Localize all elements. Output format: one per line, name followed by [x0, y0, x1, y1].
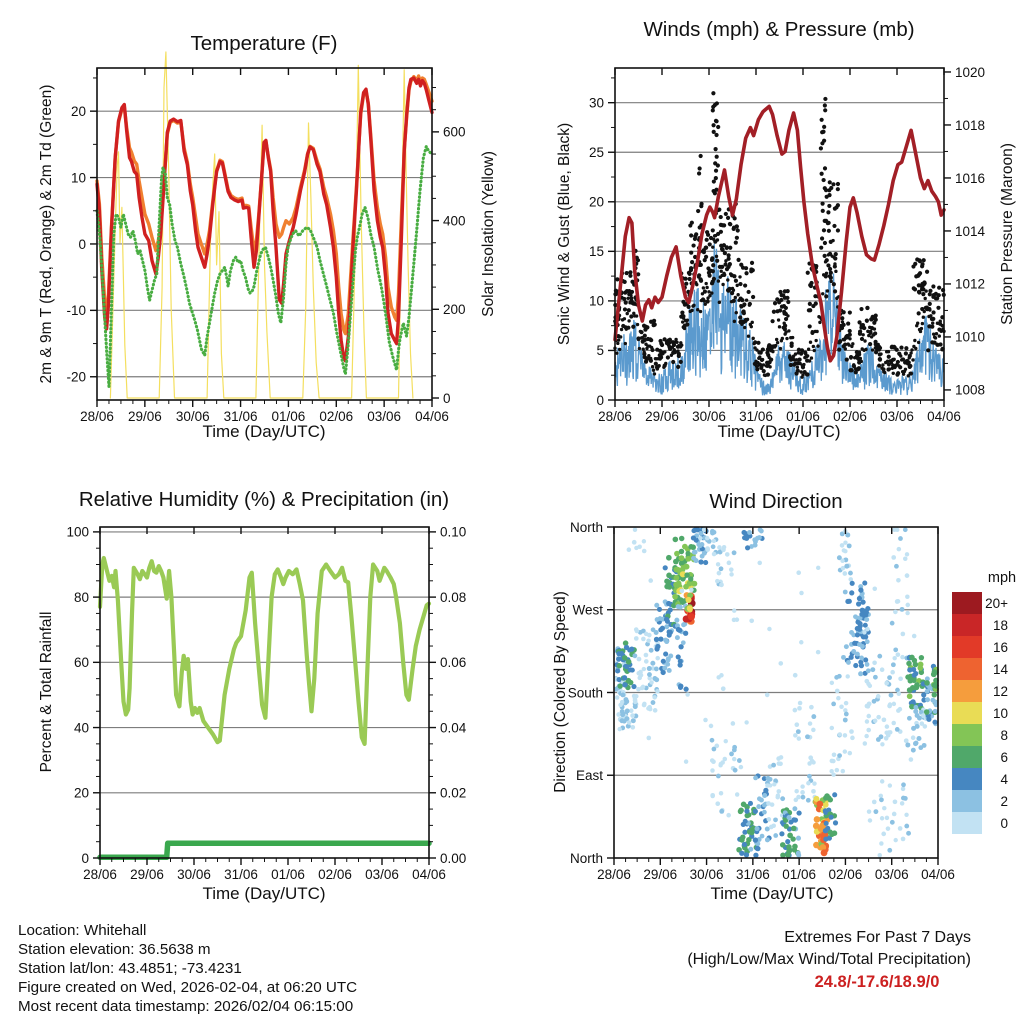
svg-text:West: West — [572, 602, 603, 618]
svg-text:100: 100 — [66, 524, 89, 540]
svg-text:28/06: 28/06 — [597, 867, 631, 882]
svg-text:1018: 1018 — [955, 117, 986, 133]
svg-text:0: 0 — [443, 390, 451, 406]
svg-text:30/06: 30/06 — [689, 867, 724, 882]
svg-text:1016: 1016 — [955, 170, 986, 186]
svg-text:200: 200 — [443, 302, 466, 318]
wind-direction-title: Wind Direction — [709, 490, 843, 513]
svg-text:04/06: 04/06 — [927, 409, 961, 424]
winds-pressure-ylabel-left: Sonic Wind & Gust (Blue, Black) — [556, 122, 573, 346]
svg-text:0.10: 0.10 — [440, 524, 467, 540]
svg-text:15: 15 — [588, 244, 604, 260]
svg-text:10: 10 — [70, 170, 86, 186]
svg-text:28/06: 28/06 — [83, 867, 117, 882]
svg-text:4: 4 — [1000, 772, 1008, 787]
svg-text:0.02: 0.02 — [440, 785, 467, 801]
humidity-ylabel-left: Percent & Total Rainfall — [38, 611, 55, 773]
svg-text:03/06: 03/06 — [365, 867, 399, 882]
svg-text:0.04: 0.04 — [440, 720, 467, 736]
svg-text:01/06: 01/06 — [271, 867, 305, 882]
svg-text:1008: 1008 — [955, 382, 986, 398]
svg-text:North: North — [569, 519, 603, 535]
wind-direction-ylabel-left: Direction (Colored By Speed) — [552, 591, 569, 793]
extremes-title: Extremes For Past 7 Days — [784, 929, 971, 946]
svg-text:03/06: 03/06 — [367, 409, 402, 424]
svg-text:-10: -10 — [66, 303, 86, 319]
svg-text:14: 14 — [992, 662, 1008, 677]
colorbar-title: mph — [987, 570, 1017, 586]
svg-text:0: 0 — [78, 236, 86, 252]
figure-created: Figure created on Wed, 2026-02-04, at 06:20 UTC — [18, 979, 358, 996]
svg-text:28/06: 28/06 — [598, 409, 632, 424]
svg-text:0.08: 0.08 — [440, 589, 467, 605]
svg-text:02/06: 02/06 — [828, 867, 863, 882]
svg-text:60: 60 — [73, 655, 89, 671]
temperature-ylabel-right: Solar Insolation (Yellow) — [480, 151, 497, 317]
svg-text:10: 10 — [588, 293, 604, 309]
svg-text:0: 0 — [81, 850, 89, 866]
svg-text:31/06: 31/06 — [224, 867, 258, 882]
svg-text:-20: -20 — [66, 369, 86, 385]
svg-text:8: 8 — [1000, 728, 1008, 743]
station-elevation: Station elevation: 36.5638 m — [18, 941, 211, 958]
winds-pressure-xlabel: Time (Day/UTC) — [717, 422, 841, 441]
svg-text:31/06: 31/06 — [739, 409, 773, 424]
svg-text:29/06: 29/06 — [127, 409, 162, 424]
svg-text:28/06: 28/06 — [80, 409, 114, 424]
svg-text:South: South — [567, 685, 603, 701]
svg-text:20: 20 — [73, 785, 89, 801]
svg-text:0.00: 0.00 — [440, 850, 467, 866]
svg-text:North: North — [569, 850, 603, 866]
data-timestamp: Most recent data timestamp: 2026/02/04 06:15:00 — [18, 998, 354, 1015]
svg-text:0.06: 0.06 — [440, 655, 467, 671]
svg-text:20: 20 — [70, 103, 86, 119]
svg-text:1010: 1010 — [955, 329, 986, 345]
svg-text:2: 2 — [1000, 794, 1008, 809]
svg-text:600: 600 — [443, 124, 466, 140]
winds-pressure-ylabel-right: Station Pressure (Maroon) — [999, 143, 1016, 325]
svg-text:30/06: 30/06 — [177, 867, 211, 882]
svg-text:02/06: 02/06 — [318, 867, 352, 882]
svg-text:01/06: 01/06 — [786, 409, 820, 424]
humidity-xlabel: Time (Day/UTC) — [202, 884, 326, 903]
svg-text:29/06: 29/06 — [645, 409, 679, 424]
svg-text:30: 30 — [588, 95, 604, 111]
temperature-title: Temperature (F) — [190, 32, 338, 55]
svg-text:04/06: 04/06 — [921, 867, 955, 882]
svg-text:400: 400 — [443, 213, 466, 229]
svg-text:40: 40 — [73, 720, 89, 736]
svg-text:31/06: 31/06 — [223, 409, 258, 424]
svg-text:10: 10 — [992, 706, 1008, 721]
svg-text:25: 25 — [588, 145, 604, 161]
svg-text:80: 80 — [73, 589, 89, 605]
svg-text:20: 20 — [588, 194, 604, 210]
svg-text:1014: 1014 — [955, 223, 986, 239]
svg-text:03/06: 03/06 — [874, 867, 909, 882]
extremes-values: 24.8/-17.6/18.9/0 — [814, 973, 940, 991]
svg-text:18: 18 — [992, 618, 1008, 633]
svg-text:30/06: 30/06 — [692, 409, 726, 424]
svg-text:04/06: 04/06 — [415, 409, 449, 424]
wind-direction-xlabel: Time (Day/UTC) — [710, 884, 834, 903]
temperature-xlabel: Time (Day/UTC) — [202, 422, 326, 441]
svg-text:30/06: 30/06 — [175, 409, 210, 424]
svg-text:5: 5 — [596, 343, 604, 359]
svg-text:04/06: 04/06 — [412, 867, 446, 882]
svg-text:0: 0 — [596, 392, 604, 408]
svg-text:6: 6 — [1000, 750, 1008, 765]
svg-text:29/06: 29/06 — [643, 867, 678, 882]
temperature-ylabel-left: 2m & 9m T (Red, Orange) & 2m Td (Green) — [38, 84, 55, 384]
svg-text:01/06: 01/06 — [271, 409, 306, 424]
svg-text:0: 0 — [1000, 816, 1008, 831]
svg-text:01/06: 01/06 — [782, 867, 817, 882]
svg-text:1020: 1020 — [955, 64, 986, 80]
svg-text:31/06: 31/06 — [735, 867, 770, 882]
winds-pressure-title: Winds (mph) & Pressure (mb) — [643, 18, 915, 41]
humidity-title: Relative Humidity (%) & Precipitation (in) — [78, 488, 450, 511]
station-location: Location: Whitehall — [18, 922, 147, 939]
station-latlon: Station lat/lon: 43.4851; -73.4231 — [18, 960, 242, 977]
svg-text:16: 16 — [992, 640, 1008, 655]
svg-text:1012: 1012 — [955, 276, 986, 292]
svg-text:12: 12 — [992, 684, 1008, 699]
extremes-subtitle: (High/Low/Max Wind/Total Precipitation) — [687, 951, 971, 968]
svg-text:02/06: 02/06 — [319, 409, 354, 424]
svg-text:20+: 20+ — [985, 596, 1008, 611]
svg-text:03/06: 03/06 — [880, 409, 914, 424]
svg-text:29/06: 29/06 — [130, 867, 164, 882]
svg-text:East: East — [575, 768, 603, 784]
svg-text:02/06: 02/06 — [833, 409, 867, 424]
